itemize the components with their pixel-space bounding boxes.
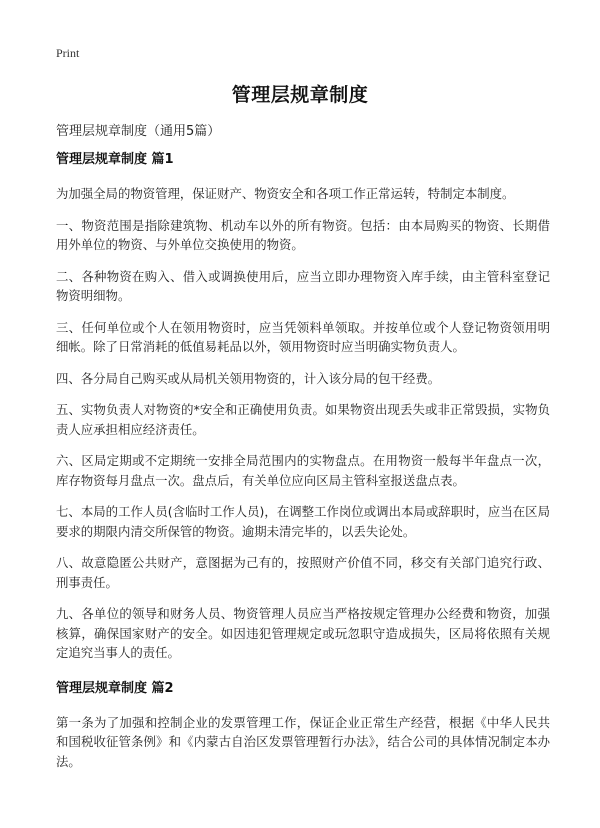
paragraph: 八、故意隐匿公共财产，意图据为己有的，按照财产价值不同，移交有关部门追究行政、刑事责任。 [56, 555, 550, 590]
section-2 [56, 679, 550, 772]
paragraph: 七、本局的工作人员(含临时工作人员)，在调整工作岗位或调出本局或辞职时，应当在区局要求的期限内清交所保管的物资。逾期未清完毕的，以丢失论处。 [56, 504, 550, 539]
paragraph: 四、各分局自己购买或从局机关领用物资的，计入该分局的包干经费。 [56, 370, 441, 386]
paragraph: 五、实物负责人对物资的*安全和正确使用负责。如果物资出现丢失或非正常毁损，实物负责人应承担相应经济责任。 [56, 402, 550, 437]
paragraph: 九、各单位的领导和财务人员、物资管理人员应当严格按规定管理办公经费和物资，加强核算，确保国家财产的安全。如因违犯管理规定或玩忽职守造成损失，区局将依照有关规定追究当事人的责任。 [56, 606, 550, 660]
section-heading: 管理层规章制度 篇2 [56, 680, 174, 696]
paragraph: 二、各种物资在购入、借入或调换使用后，应当立即办理物资入库手续，由主管科室登记物资明细物。 [56, 268, 550, 303]
document-subtitle: 管理层规章制度（通用5篇） [56, 124, 221, 139]
paragraph: 一、物资范围是指除建筑物、机动车以外的所有物资。包括：由本局购买的物资、长期借用外单位的物资、与外单位交换使用的物资。 [56, 217, 550, 252]
document-body [56, 150, 550, 783]
paragraph: 为加强全局的物资管理，保证财产、物资安全和各项工作正常运转，特制定本制度。 [56, 186, 515, 201]
print-label[interactable]: Print [56, 46, 80, 60]
page-title: 管理层规章制度 [231, 84, 369, 106]
paragraph: 第一条为了加强和控制企业的发票管理工作，保证企业正常生产经营，根据《中华人民共和国税收征管条例》和《内蒙古自治区发票管理暂行办法》，结合公司的具体情况制定本办法。 [56, 714, 550, 769]
section-1 [56, 150, 550, 663]
paragraph: 三、任何单位或个人在领用物资时，应当凭领料单领取。并按单位或个人登记物资领用明细帐。除了日常消耗的低值易耗品以外，领用物资时应当明确实物负责人。 [56, 319, 550, 354]
paragraph: 六、区局定期或不定期统一安排全局范围内的实物盘点。在用物资一般每半年盘点一次，库存物资每月盘点一次。盘点后，有关单位应向区局主管科室报送盘点表。 [56, 453, 550, 488]
section-heading: 管理层规章制度 篇1 [56, 152, 174, 167]
